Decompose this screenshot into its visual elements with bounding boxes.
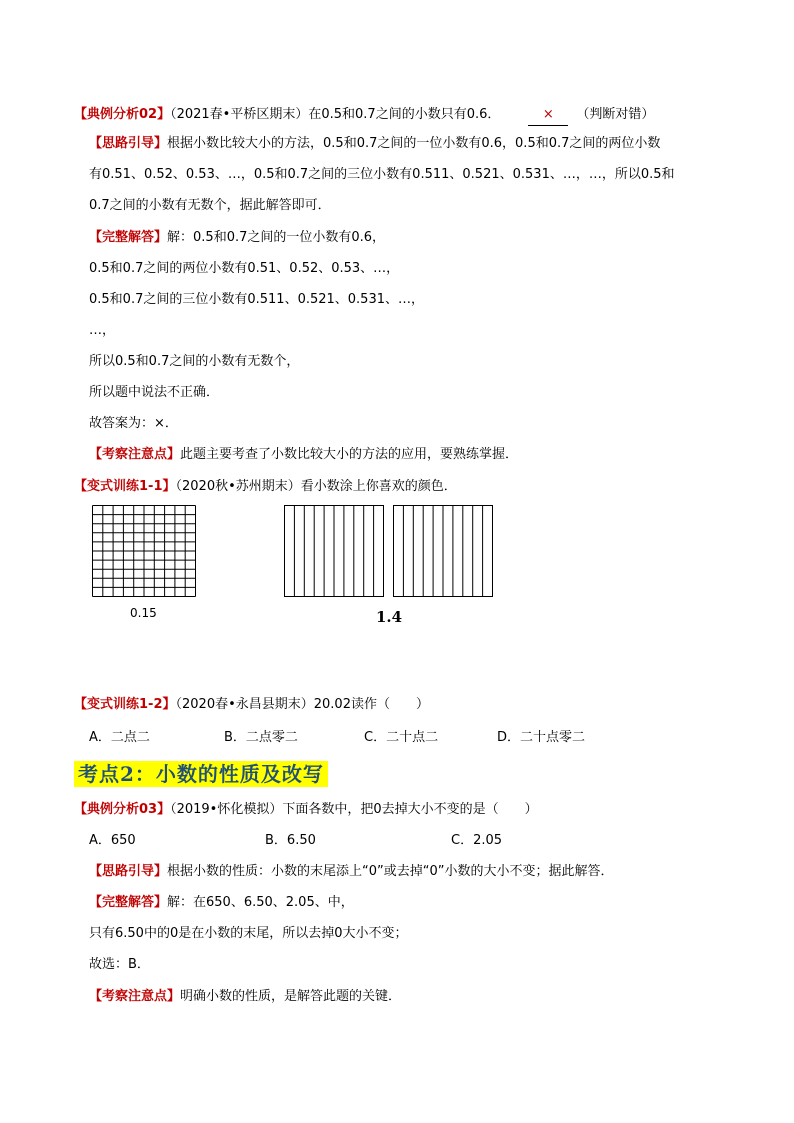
variant-1-2-tag: 【变式训练1-2】 [74, 697, 176, 712]
hundred-grid-figure [92, 505, 196, 597]
example-03-note: 【考察注意点】明确小数的性质，是解答此题的关键． [89, 989, 402, 1004]
hundred-grid-label: 0.15 [130, 606, 157, 620]
example-02-answer: × [528, 105, 568, 126]
solution-tag: 【完整解答】 [89, 895, 168, 910]
example-03-tag: 【典例分析03】 [74, 802, 171, 817]
example-03-solution-line3: 故选：B． [89, 957, 150, 972]
hint-tag: 【思路引导】 [89, 136, 168, 151]
variant-1-2-option-a: A．二点二 [89, 730, 150, 745]
note-tag: 【考察注意点】 [89, 989, 181, 1004]
example-03-option-c: C．2.05 [451, 833, 503, 848]
note-tag: 【考察注意点】 [89, 447, 181, 462]
variant-1-1-question: 【变式训练1-1】（2020秋•苏州期末）看小数涂上你喜欢的颜色． [74, 479, 457, 494]
example-02-solution-line1: 【完整解答】解：0.5和0.7之间的一位小数有0.6， [89, 230, 386, 245]
example-02-text: （2021春•平桥区期末）在0.5和0.7之间的小数只有0.6． [170, 107, 501, 122]
example-02-tag: 【典例分析02】 [74, 107, 171, 122]
variant-1-2-question: 【变式训练1-2】（2020春•永昌县期末）20.02读作（ ） [74, 697, 429, 712]
example-03-solution-line1: 【完整解答】解：在650、6.50、2.05、中， [89, 895, 354, 910]
variant-1-1-tag: 【变式训练1-1】 [74, 479, 176, 494]
example-02-solution-line6: 所以题中说法不正确． [89, 385, 220, 400]
tenths-strips-figure [284, 505, 494, 597]
example-02-solution-line3: 0.5和0.7之间的三位小数有0.511、0.521、0.531、…， [89, 292, 424, 307]
example-03-option-a: A．650 [89, 833, 136, 848]
solution-tag: 【完整解答】 [89, 230, 168, 245]
example-02-question [74, 105, 654, 126]
example-03-option-b: B．6.50 [265, 833, 316, 848]
example-03-solution-line2: 只有6.50中的0是在小数的末尾，所以去掉0大小不变； [89, 926, 408, 941]
hint-tag: 【思路引导】 [89, 864, 168, 879]
variant-1-2-option-c: C．二十点二 [364, 730, 439, 745]
example-02-solution-line2: 0.5和0.7之间的两位小数有0.51、0.52、0.53、…， [89, 261, 400, 276]
section-heading: 考点2：小数的性质及改写 [74, 761, 328, 787]
example-02-solution-line4: …， [89, 323, 116, 338]
example-02-hint-line2: 有0.51、0.52、0.53、…，0.5和0.7之间的三位小数有0.511、0.521、0.531、…，…，所以0.5和 [89, 167, 675, 182]
example-02-solution-line5: 所以0.5和0.7之间的小数有无数个， [89, 354, 300, 369]
example-02-tail: （判断对错） [576, 107, 655, 122]
example-02-note: 【考察注意点】此题主要考查了小数比较大小的方法的应用，要熟练掌握． [89, 447, 519, 462]
example-02-hint-line3: 0.7之间的小数有无数个，据此解答即可． [89, 198, 331, 213]
example-02-hint-line1: 【思路引导】根据小数比较大小的方法，0.5和0.7之间的一位小数有0.6，0.5和0.7之间的两位小数 [89, 136, 661, 151]
example-03-hint: 【思路引导】根据小数的性质：小数的末尾添上“0”或去掉“0”小数的大小不变；据此解答． [89, 864, 614, 879]
variant-1-2-option-d: D．二十点零二 [497, 730, 586, 745]
example-02-solution-line7: 故答案为：×． [89, 416, 178, 431]
variant-1-2-option-b: B．二点零二 [224, 730, 298, 745]
example-03-question: 【典例分析03】（2019•怀化模拟）下面各数中，把0去掉大小不变的是（ ） [74, 802, 538, 817]
tenths-strips-label: 1.4 [376, 608, 403, 626]
